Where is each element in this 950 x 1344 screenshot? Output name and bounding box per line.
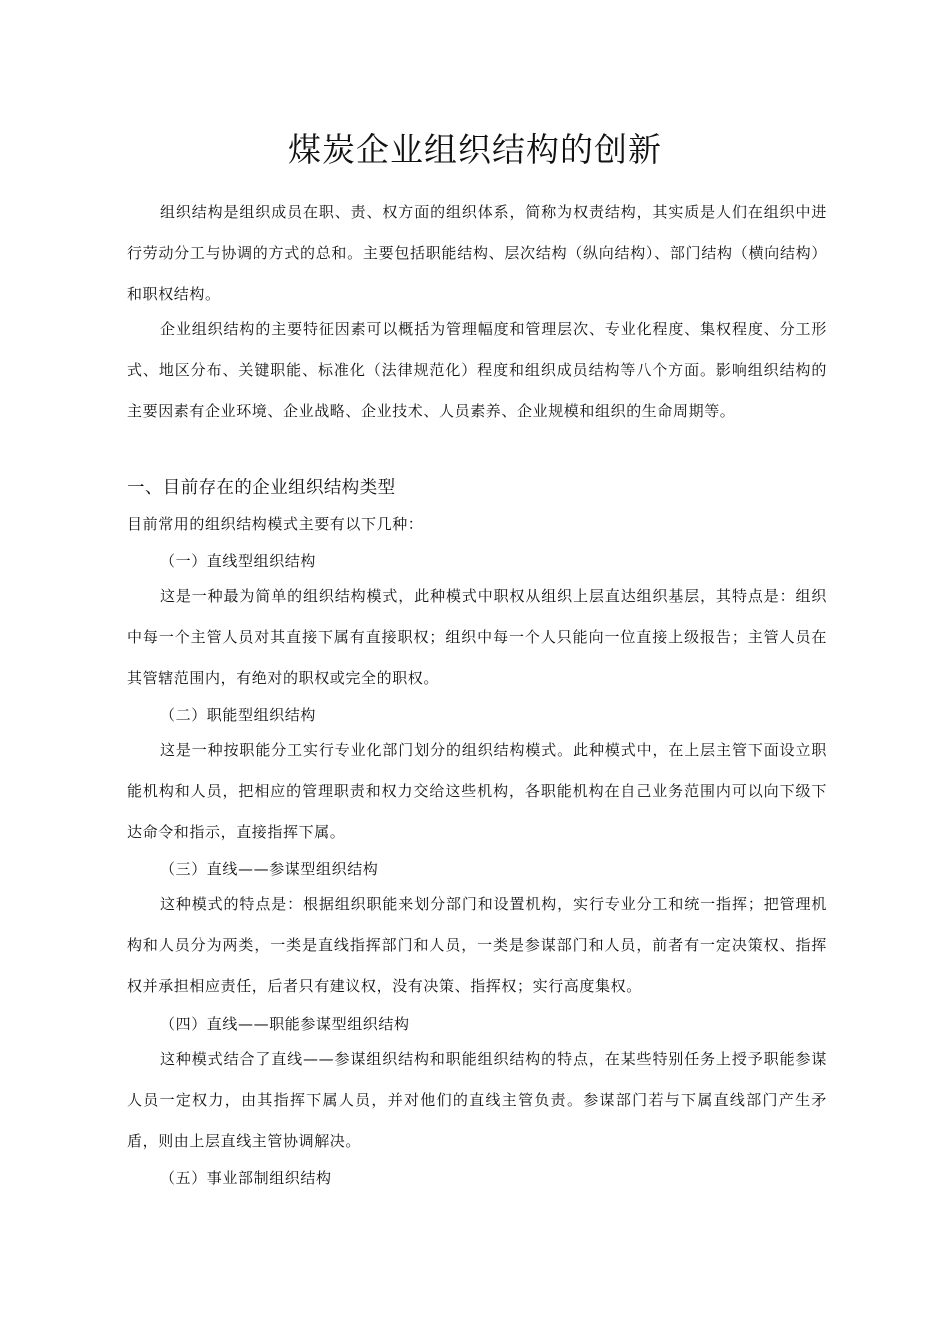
subsection-1-block bbox=[127, 576, 827, 699]
document-title: 煤炭企业组织结构的创新 bbox=[288, 130, 662, 169]
subsection-paragraph-1: 这是一种最为简单的组织结构模式，此种模式中职权从组织上层直达组织基层，其特点是：组织中每一个主管人员对其直接下属有直接职权；组织中每一个人只能向一位直接上级报告；主管人员在其管辖范围内，有绝对的职权或完全的职权。 bbox=[127, 587, 827, 687]
subsection-heading-3: （三）直线——参谋型组织结构 bbox=[160, 860, 379, 878]
subsection-paragraph-3: 这种模式的特点是：根据组织职能来划分部门和设置机构，实行专业分工和统一指挥；把管理机构和人员分为两类，一类是直线指挥部门和人员，一类是参谋部门和人员，前者有一定决策权、指挥权并承担相应责任，后者只有建议权，没有决策、指挥权；实行高度集权。 bbox=[127, 895, 827, 995]
subsection-4-block bbox=[127, 1039, 827, 1162]
section-intro-line: 目前常用的组织结构模式主要有以下几种： bbox=[127, 515, 424, 533]
intro-paragraph-2-block bbox=[127, 309, 827, 432]
subsection-paragraph-2: 这是一种按职能分工实行专业化部门划分的组织结构模式。此种模式中，在上层主管下面设立职能机构和人员，把相应的管理职责和权力交给这些机构，各职能机构在自己业务范围内可以向下级下达命令和指示，直接指挥下属。 bbox=[127, 741, 827, 841]
subsection-heading-2: （二）职能型组织结构 bbox=[160, 706, 317, 724]
subsection-heading-1: （一）直线型组织结构 bbox=[160, 552, 317, 570]
section-heading-1: 一、目前存在的企业组织结构类型 bbox=[127, 478, 396, 498]
subsection-heading-4: （四）直线——职能参谋型组织结构 bbox=[160, 1015, 410, 1033]
subsection-heading-5: （五）事业部制组织结构 bbox=[160, 1169, 332, 1187]
subsection-2-block bbox=[127, 730, 827, 853]
intro-paragraph-1: 组织结构是组织成员在职、责、权方面的组织体系，简称为权责结构，其实质是人们在组织中进行劳动分工与协调的方式的总和。主要包括职能结构、层次结构（纵向结构）、部门结构（横向结构）和职权结构。 bbox=[127, 203, 827, 303]
intro-paragraph-1-block bbox=[127, 192, 827, 315]
subsection-paragraph-4: 这种模式结合了直线——参谋组织结构和职能组织结构的特点，在某些特别任务上授予职能参谋人员一定权力，由其指挥下属人员，并对他们的直线主管负责。参谋部门若与下属直线部门产生矛盾，则由上层直线主管协调解决。 bbox=[127, 1050, 827, 1150]
subsection-3-block bbox=[127, 884, 827, 1007]
intro-paragraph-2: 企业组织结构的主要特征因素可以概括为管理幅度和管理层次、专业化程度、集权程度、分工形式、地区分布、关键职能、标准化（法律规范化）程度和组织成员结构等八个方面。影响组织结构的主要因素有企业环境、企业战略、企业技术、人员素养、企业规模和组织的生命周期等。 bbox=[127, 320, 827, 420]
